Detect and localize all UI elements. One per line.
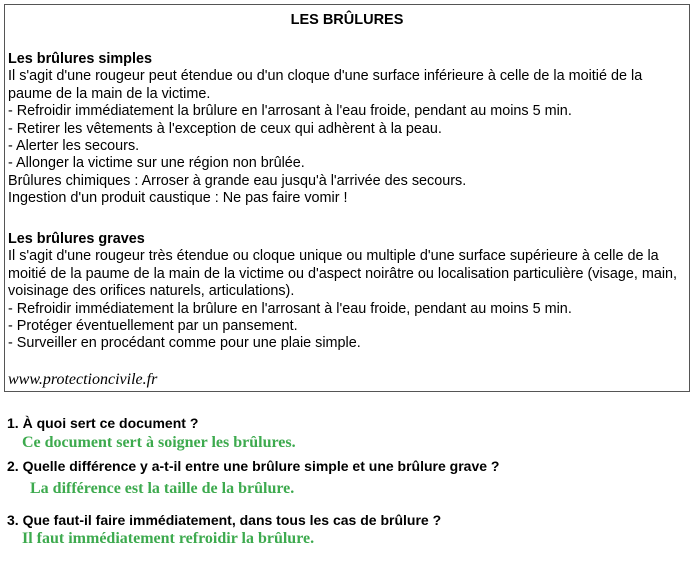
section-text: - Surveiller en procédant comme pour une plaie simple. — [8, 335, 361, 352]
answer-2: La différence est la taille de la brûlure. — [30, 480, 295, 497]
section-text: - Retirer les vêtements à l'exception de ceux qui adhèrent à la peau. — [8, 120, 442, 137]
section-text: Il s'agit d'une rougeur très étendue ou cloque unique ou multiple d'une surface supérieure à celle de la moitié de la paume de la main de la victime ou d'aspect noirâtre ou localisation particulière (visage, main, voisinage des orifices naturels, articulations). — [8, 248, 678, 300]
section-severe-burns — [8, 231, 687, 353]
question-1: 1. À quoi sert ce document ? — [7, 415, 199, 431]
section-text: - Protéger éventuellement par un pansement. — [8, 318, 298, 335]
section-text: - Alerter les secours. — [8, 138, 140, 155]
section-heading: Les brûlures graves — [8, 231, 145, 247]
section-text: Brûlures chimiques : Arroser à grande eau jusqu'à l'arrivée des secours. — [8, 172, 467, 189]
section-text: Ingestion d'un produit caustique : Ne pas faire vomir ! — [8, 190, 348, 207]
section-text: - Refroidir immédiatement la brûlure en l'arrosant à l'eau froide, pendant au moins 5 min. — [8, 103, 572, 120]
source-link: www.protectioncivile.fr — [8, 371, 158, 388]
section-text: - Allonger la victime sur une région non brûlée. — [8, 155, 305, 172]
section-heading: Les brûlures simples — [8, 51, 152, 67]
question-2: 2. Quelle différence y a-t-il entre une brûlure simple et une brûlure grave ? — [7, 458, 500, 474]
section-text: - Refroidir immédiatement la brûlure en l'arrosant à l'eau froide, pendant au moins 5 min. — [8, 300, 572, 317]
answer-3: Il faut immédiatement refroidir la brûlure. — [22, 530, 315, 547]
section-text: Il s'agit d'une rougeur peut étendue ou d'un cloque d'une surface inférieure à celle de la moitié de la paume de la main de la victime. — [8, 68, 643, 102]
question-3: 3. Que faut-il faire immédiatement, dans tous les cas de brûlure ? — [7, 512, 442, 528]
answer-1: Ce document sert à soigner les brûlures. — [22, 434, 296, 451]
document-title: LES BRÛLURES — [290, 12, 404, 28]
section-simple-burns — [8, 51, 687, 208]
document-box — [4, 4, 690, 392]
